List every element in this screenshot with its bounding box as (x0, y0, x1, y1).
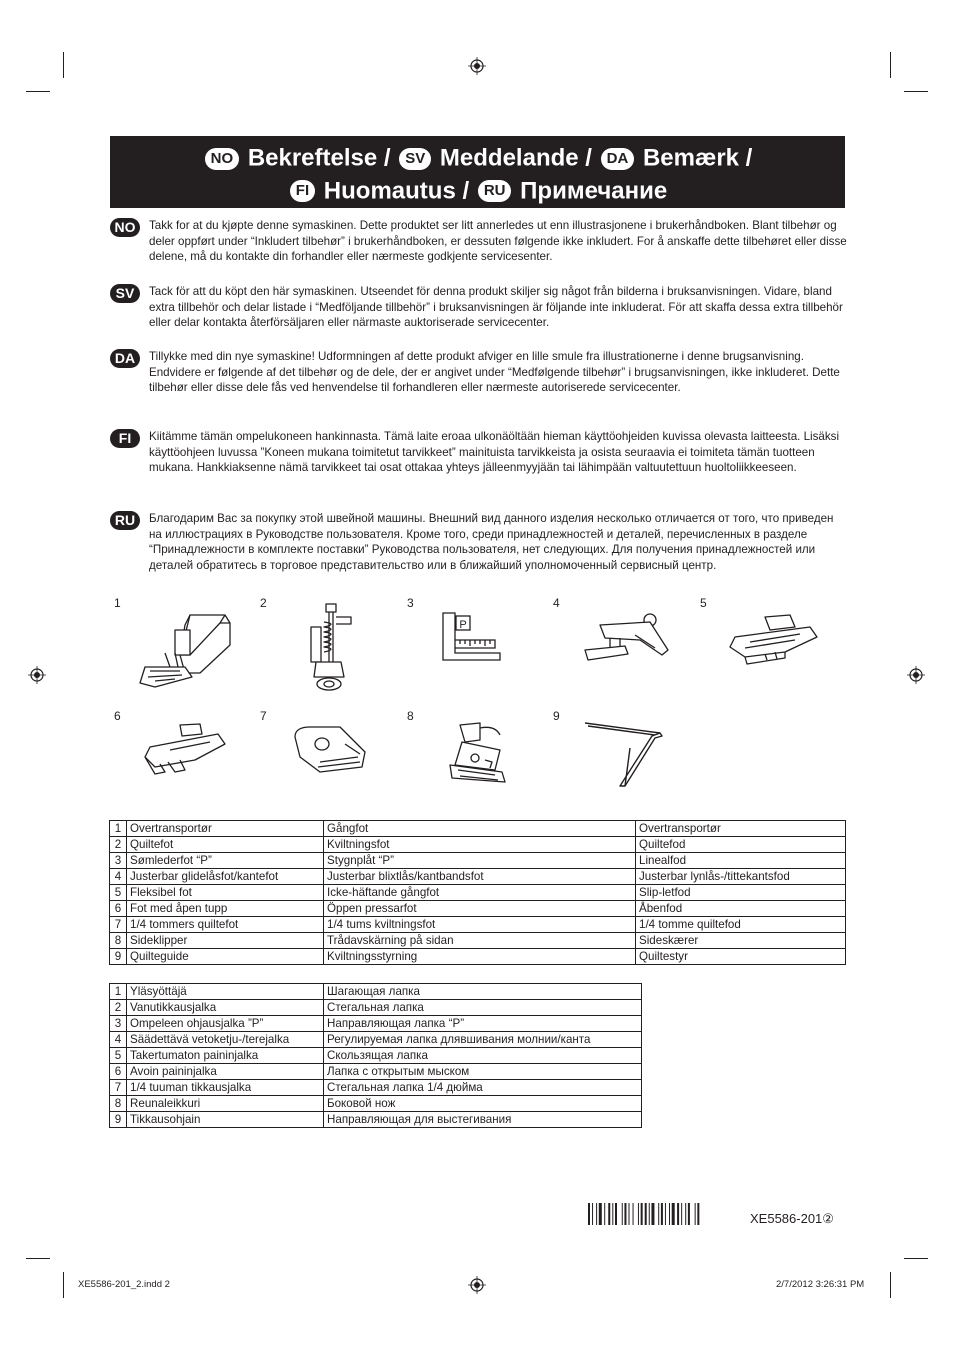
lang-badge-fi: FI (290, 180, 315, 202)
crop-mark (26, 1258, 50, 1259)
crop-mark (890, 52, 891, 78)
notice-text: Tillykke med din nye symaskine! Udformningen af dette produkt afviger en lille smule fra illustrationerne i denne brugsanvisning. Endvidere er følgende af det tilbehør og de dele, der er angivet under “Medfølgende tilbehør” i brugsanvisningen, ikke inkluderet. Dette tilbehør eller disse dele fås ved henvendelse til forhandleren eller nærmeste autoriserede servicecenter. (149, 350, 840, 395)
table-row: 2 Quiltefot Kviltningsfot Quiltefod (110, 837, 846, 853)
notice-text: Kiitämme tämän ompelukoneen hankinnasta. Tämä laite eroaa ulkonäöltään hieman käyttöohjeiden kuvissa olevasta laitteesta. Lisäksi käyttöohjeen luvussa ”Koneen mukana toimitetut tarvikkeet” mainituista tarvikkeista ja osista seuraavia ei toimiteta tämän tuotteen mukana. Hankkiaksenne nämä tarvikkeet tai osat ottakaa yhteys jälleenmyyjään tai lähimpään valtuutettuun huoltoliikkeeseen. (149, 430, 840, 475)
crop-mark (26, 91, 50, 92)
table-row: 5 Fleksibel fot Icke-häftande gångfot Slip-letfod (110, 885, 846, 901)
parts-table-no-sv-da (109, 820, 846, 965)
crop-mark (63, 52, 64, 78)
table-row: 2 Vanutikkausjalka Стегальная лапка (110, 1000, 642, 1016)
title-line-1 (110, 142, 845, 175)
registration-mark-icon (907, 666, 925, 684)
title-da: Bemærk / (642, 144, 753, 172)
table-row: 9 Tikkausohjain Направляющая для выстегивания (110, 1112, 642, 1128)
guide-foot-p-icon (440, 608, 510, 668)
figure-number: 5 (700, 596, 707, 610)
side-cutter-icon (440, 720, 520, 795)
notice-paragraph-ru (110, 511, 850, 591)
table-row: 9 Quilteguide Kviltningsstyrning Quiltestyr (110, 949, 846, 965)
quilt-guide-icon (580, 718, 670, 793)
lang-badge-ru: RU (478, 180, 512, 202)
footer-file-name: XE5586-201_2.indd 2 (78, 1279, 170, 1290)
crop-mark (904, 1258, 928, 1259)
notice-paragraph-no (110, 218, 850, 268)
registration-mark-icon (468, 57, 486, 75)
notice-paragraph-da (110, 349, 850, 415)
notice-paragraph-sv (110, 284, 850, 334)
table-row: 6 Fot med åpen tupp Öppen pressarfot Åbenfod (110, 901, 846, 917)
registration-mark-icon (468, 1276, 486, 1294)
table-row: 4 Justerbar glidelåsfot/kantefot Justerbar blixtlås/kantbandsfot Justerbar lynlås-/tittekantsfod (110, 869, 846, 885)
notice-text: Благодарим Вас за покупку этой швейной машины. Внешний вид данного изделия несколько отличается от того, что приведен на иллюстрациях в Руководстве пользователя. Кроме того, среди принадлежностей и деталей, перечисленных в разделе “Принадлежности в комплекте поставки” Руководства пользователя, нет следующих. Для получения принадлежностей или деталей обратитесь в торговое представительство или в ближайший уполномоченный сервисный центр. (149, 512, 834, 572)
figure-number: 3 (407, 596, 414, 610)
zipper-foot-icon (580, 610, 675, 670)
lang-badge-no: NO (205, 148, 240, 170)
table-row: 8 Reunaleikkuri Боковой нож (110, 1096, 642, 1112)
lang-badge: SV (110, 284, 140, 303)
table-row: 1 Overtransportør Gångfot Overtransportør (110, 821, 846, 837)
parts-table-fi-ru (109, 983, 642, 1128)
quilting-foot-icon (296, 602, 366, 697)
registration-mark-icon (28, 666, 46, 684)
figure-number: 6 (114, 709, 121, 723)
crop-mark (904, 91, 928, 92)
figure-number: 2 (260, 596, 267, 610)
table-row: 7 1/4 tuuman tikkausjalka Стегальная лапка 1/4 дюйма (110, 1080, 642, 1096)
title-line-2 (110, 175, 845, 208)
quarter-inch-foot-icon (290, 722, 375, 777)
table-row: 7 1/4 tommers quiltefot 1/4 tums kviltningsfot 1/4 tomme quiltefod (110, 917, 846, 933)
title-ru: Примечание (520, 177, 668, 205)
table-row: 4 Säädettävä vetoketju-/terejalka Регулируемая лапка длявшивания молнии/канта (110, 1032, 642, 1048)
guide-foot-letter: P (459, 619, 467, 631)
slip-foot-icon (725, 612, 825, 672)
title-banner (110, 136, 845, 208)
table-row: 6 Avoin paininjalka Лапка с открытым мыском (110, 1064, 642, 1080)
crop-mark (63, 1272, 64, 1298)
figure-number: 9 (553, 709, 560, 723)
crop-mark (890, 1272, 891, 1298)
footer-date: 2/7/2012 3:26:31 PM (776, 1279, 865, 1290)
product-code: XE5586-201② (750, 1211, 834, 1226)
lang-badge-da: DA (601, 148, 635, 170)
lang-badge: DA (110, 349, 140, 368)
title-sv: Meddelande / (439, 144, 592, 172)
notice-text: Takk for at du kjøpte denne symaskinen. Dette produktet ser litt annerledes ut enn illustrasjonene i brukerhåndboken. Blant tilbehør og deler oppført under “Inkludert tilbehør” i brukerhåndboken, er dessuten følgende ikke inkludert. For å anskaffe dette tilbehøret eller disse delene, må du kontakte din forhandler eller nærmeste godkjente servicesenter. (149, 219, 847, 264)
walking-foot-icon (130, 605, 240, 695)
figure-number: 1 (114, 596, 121, 610)
table-row: 3 Ompeleen ohjausjalka ”P” Направляющая лапка “P” (110, 1016, 642, 1032)
lang-badge: FI (110, 429, 140, 448)
table-row: 8 Sideklipper Trådavskärning på sidan Sideskærer (110, 933, 846, 949)
open-toe-foot-icon (140, 722, 230, 782)
notice-text: Tack för att du köpt den här symaskinen. Utseendet för denna produkt skiljer sig något från bilderna i bruksanvisningen. Vidare, bland extra tillbehör och delar listade i “Medföljande tillbehör” i bruksanvisningen är följande inte inkluderat. För att skaffa dessa extra tillbehör eller delar kontakta återförsäljaren eller närmaste auktoriserade servicecenter. (149, 285, 843, 330)
title-fi: Huomautus / (323, 177, 470, 205)
table-row: 1 Yläsyöttäjä Шагающая лапка (110, 984, 642, 1000)
figure-number: 8 (407, 709, 414, 723)
barcode-icon (588, 1203, 738, 1225)
figure-number: 4 (553, 596, 560, 610)
table-row: 3 Sømlederfot “P” Stygnplåt “P” Linealfod (110, 853, 846, 869)
figure-number: 7 (260, 709, 267, 723)
title-no: Bekreftelse / (247, 144, 391, 172)
notice-paragraph-fi (110, 429, 850, 495)
lang-badge: RU (110, 511, 140, 530)
lang-badge-sv: SV (399, 148, 431, 170)
lang-badge: NO (110, 218, 140, 237)
table-row: 5 Takertumaton paininjalka Скользящая лапка (110, 1048, 642, 1064)
